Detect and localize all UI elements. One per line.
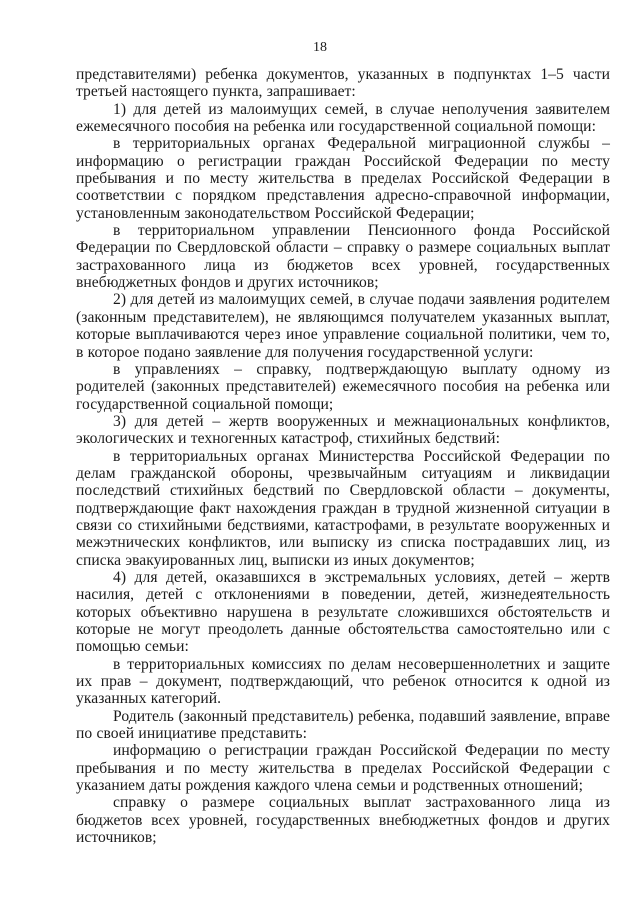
paragraph-minors-commission: в территориальных комиссиях по делам несовершеннолетних и защите их прав – документ, подтверждающий, что ребенок относится к одной из указанных категорий. [76,655,610,708]
paragraph-parent-initiative: Родитель (законный представитель) ребенка, подавший заявление, вправе по своей инициативе представить: [76,707,610,743]
paragraph-pension-fund: в территориальном управлении Пенсионного фонда Российской Федерации по Свердловской области – справку о размере социальных выплат застрахованного лица из бюджетов всех уровней, государственных внебюджетных фондов и других источников; [76,222,610,292]
paragraph-social-policy: в управлениях – справку, подтверждающую выплату одному из родителей (законных представителей) ежемесячного пособия на ребенка или государственной социальной помощи; [76,360,610,413]
paragraph-continuation: представителями) ребенка документов, указанных в подпунктах 1–5 части третьей настоящего пункта, запрашивает: [76,66,610,101]
paragraph-emergency-ministry: в территориальных органах Министерства Российской Федерации по делам гражданской обороны, чрезвычайным ситуациям и ликвидации последствий стихийных бедствий по Свердловской области – документы, подтверждающие факт нахождения граждан в трудной жизненной ситуации в связи со стихийными бедствиями, катастрофами, в результате вооруженных и межэтнических конфликтов, или выписку из списка пострадавших лиц, из списка эвакуированных лиц, выписки из иных документов; [76,447,610,569]
paragraph-item-4: 4) для детей, оказавшихся в экстремальных условиях, детей – жертв насилия, детей с отклонениями в поведении, детей, жизнедеятельность которых объективно нарушена в результате сложившихся обстоятельств и которые не могут преодолеть данные обстоятельства самостоятельно или с помощью семьи: [76,568,610,656]
paragraph-social-payments: справку о размере социальных выплат застрахованного лица из бюджетов всех уровней, государственных внебюджетных фондов и других источников; [76,794,610,847]
paragraph-item-3: 3) для детей – жертв вооруженных и межнациональных конфликтов, экологических и техногенных катастроф, стихийных бедствий: [76,412,610,448]
paragraph-item-1: 1) для детей из малоимущих семей, в случае неполучения заявителем ежемесячного пособия на ребенка или государственной социальной помощи: [76,100,610,136]
paragraph-item-2: 2) для детей из малоимущих семей, в случае подачи заявления родителем (законным представителем), не являющимся получателем указанных выплат, которые выплачиваются через иное управление социальной политики, чем то, в которое подано заявление для получения государственной услуги: [76,291,610,361]
document-body [76,66,610,846]
paragraph-migration-service: в территориальных органах Федеральной миграционной службы – информацию о регистрации граждан Российской Федерации по месту пребывания и по месту жительства в пределах Российской Федерации в соответствии с порядком представления адресно-справочной информации, установленным законодательством Российской Федерации; [76,135,610,222]
page-number: 18 [313,40,327,55]
paragraph-registration-info: информацию о регистрации граждан Российской Федерации по месту пребывания и по месту жительства в пределах Российской Федерации с указанием даты рождения каждого члена семьи и родственных отношений; [76,742,610,795]
